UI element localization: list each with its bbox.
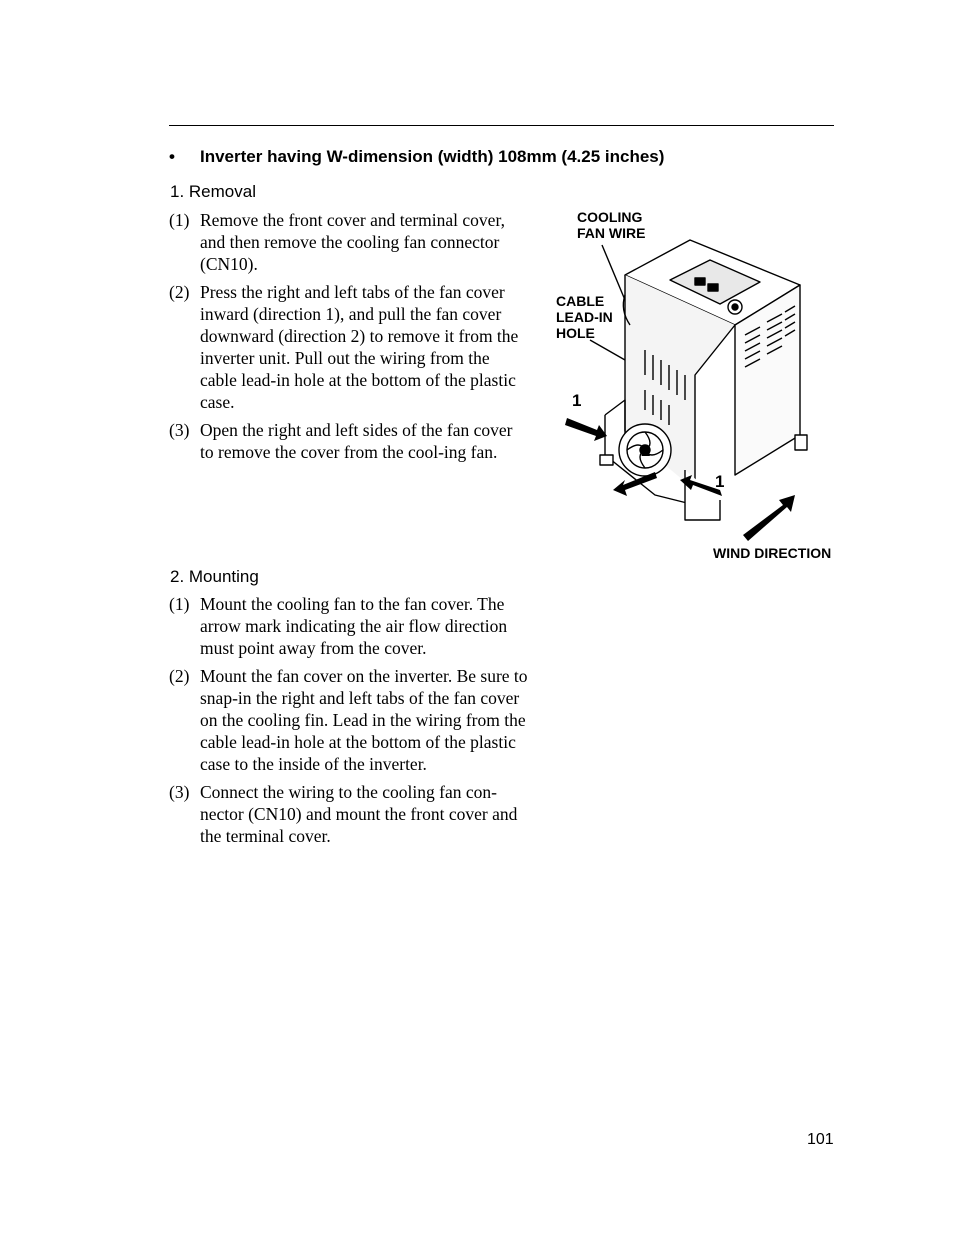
removal-steps xyxy=(169,209,529,469)
mounting-step xyxy=(169,781,529,847)
mounting-steps xyxy=(169,593,529,853)
step-text: Connect the wiring to the cooling fan con-nector (CN10) and mount the front cover and the terminal cover. xyxy=(200,782,518,846)
removal-heading: 1. Removal xyxy=(170,182,256,201)
section-heading xyxy=(169,146,664,168)
inverter-illustration xyxy=(545,200,835,570)
label-direction-2: 2 xyxy=(641,441,651,460)
mounting-step xyxy=(169,665,529,775)
bullet: • xyxy=(169,147,175,166)
label-direction-1-left: 1 xyxy=(572,391,582,410)
step-text: Remove the front cover and terminal cover, and then remove the cooling fan connector (CN10). xyxy=(200,210,505,274)
label-cable-line2: LEAD-IN xyxy=(556,309,613,325)
step-text: Press the right and left tabs of the fan cover inward (direction 1), and pull the fan cover downward (direction 2) to remove it from the inverter unit. Pull out the wiring from the cable lead-in hole at the bottom of the plastic case. xyxy=(200,282,519,412)
step-number: (2) xyxy=(169,666,190,686)
inverter-fan-figure xyxy=(545,200,835,570)
step-text: Open the right and left sides of the fan cover to remove the cover from the cool-ing fan. xyxy=(200,420,513,462)
section-title: Inverter having W-dimension (width) 108mm (4.25 inches) xyxy=(200,147,665,166)
label-cooling-line1: COOLING xyxy=(577,209,643,225)
label-cooling-line2: FAN WIRE xyxy=(577,225,646,241)
label-direction-1-right: 1 xyxy=(715,472,725,491)
removal-step xyxy=(169,209,529,275)
removal-step xyxy=(169,281,529,413)
label-cable-line1: CABLE xyxy=(556,293,605,309)
step-text: Mount the fan cover on the inverter. Be sure to snap-in the right and left tabs of the fan cover on the cooling fin. Lead in the wiring from the cable lead-in hole at the bottom of the plastic case to the inside of the inverter. xyxy=(200,666,528,774)
step-text: Mount the cooling fan to the fan cover. The arrow mark indicating the air flow direction must point away from the cover. xyxy=(200,594,508,658)
mounting-heading: 2. Mounting xyxy=(170,567,259,586)
step-number: (1) xyxy=(169,594,190,614)
step-number: (3) xyxy=(169,420,190,440)
header-rule xyxy=(169,125,834,126)
label-cable-line3: HOLE xyxy=(556,325,595,341)
step-number: (1) xyxy=(169,210,190,230)
label-wind-direction: WIND DIRECTION xyxy=(713,545,832,561)
step-number: (2) xyxy=(169,282,190,302)
removal-step xyxy=(169,419,529,463)
mounting-step xyxy=(169,593,529,659)
step-number: (3) xyxy=(169,782,190,802)
page-number: 101 xyxy=(807,1131,834,1148)
